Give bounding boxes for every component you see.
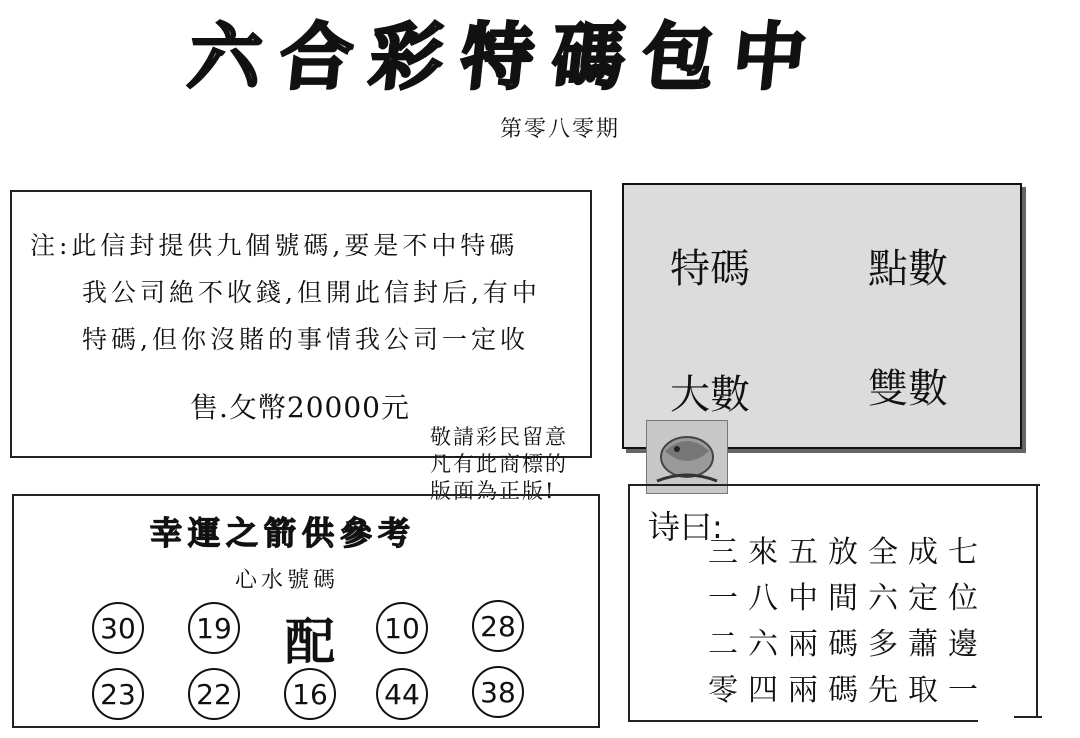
trademark-line: 凡有此商標的 — [430, 452, 568, 476]
trademark-notice — [430, 424, 630, 505]
trademark-line: 版面為正版! — [430, 479, 556, 503]
number-ball: 19 — [188, 602, 240, 654]
poem-box-right-edge — [1036, 484, 1038, 718]
number-ball: 23 — [92, 668, 144, 720]
notice-line: 特碼,但你沒賭的事情我公司一定收 — [82, 325, 529, 354]
poem-line: 零四兩碼先取一 — [708, 673, 988, 708]
category-panel — [622, 183, 1022, 449]
pair-label: 配 — [285, 612, 335, 671]
number-ball: 44 — [376, 668, 428, 720]
title-char: 彩 — [366, 15, 452, 99]
notice-line: 注:此信封提供九個號碼,要是不中特碼 — [30, 231, 519, 260]
number-ball: 16 — [284, 668, 336, 720]
category-special-number: 特碼 — [670, 246, 750, 292]
category-big-number: 大數 — [670, 372, 750, 418]
title-char: 包 — [638, 15, 724, 99]
title-char: 特 — [456, 15, 542, 99]
page-title — [184, 6, 814, 99]
notice-line: 我公司絶不收錢,但開此信封后,有中 — [82, 278, 541, 307]
number-ball: 28 — [472, 600, 524, 652]
lucky-title: 幸運之箭供參考 — [150, 514, 417, 552]
poem-box-bottom-edge — [628, 720, 978, 722]
category-even-number: 雙數 — [868, 366, 948, 412]
notice-text — [30, 222, 570, 363]
issue-number: 第零八零期 — [500, 117, 621, 142]
poem-line: 二六兩碼多蕭邊 — [708, 627, 988, 662]
number-ball: 10 — [376, 602, 428, 654]
lucky-subtitle: 心水號碼 — [235, 568, 340, 593]
title-char: 碼 — [547, 15, 633, 99]
number-ball: 30 — [92, 602, 144, 654]
poem-text — [708, 530, 988, 714]
poem-label: 诗曰: — [648, 508, 723, 546]
category-points: 點數 — [868, 246, 948, 292]
price-text: 售.⺙幣20000元 — [190, 391, 410, 424]
number-ball: 38 — [472, 666, 524, 718]
poem-line: 三來五放全成七 — [708, 535, 988, 570]
title-char: 六 — [184, 15, 270, 99]
number-ball: 22 — [188, 668, 240, 720]
trademark-stamp-image — [646, 420, 728, 494]
title-char: 中 — [728, 15, 814, 99]
title-char: 合 — [275, 15, 361, 99]
trademark-line: 敬請彩民留意 — [430, 425, 568, 449]
poem-line: 一八中間六定位 — [708, 581, 988, 616]
